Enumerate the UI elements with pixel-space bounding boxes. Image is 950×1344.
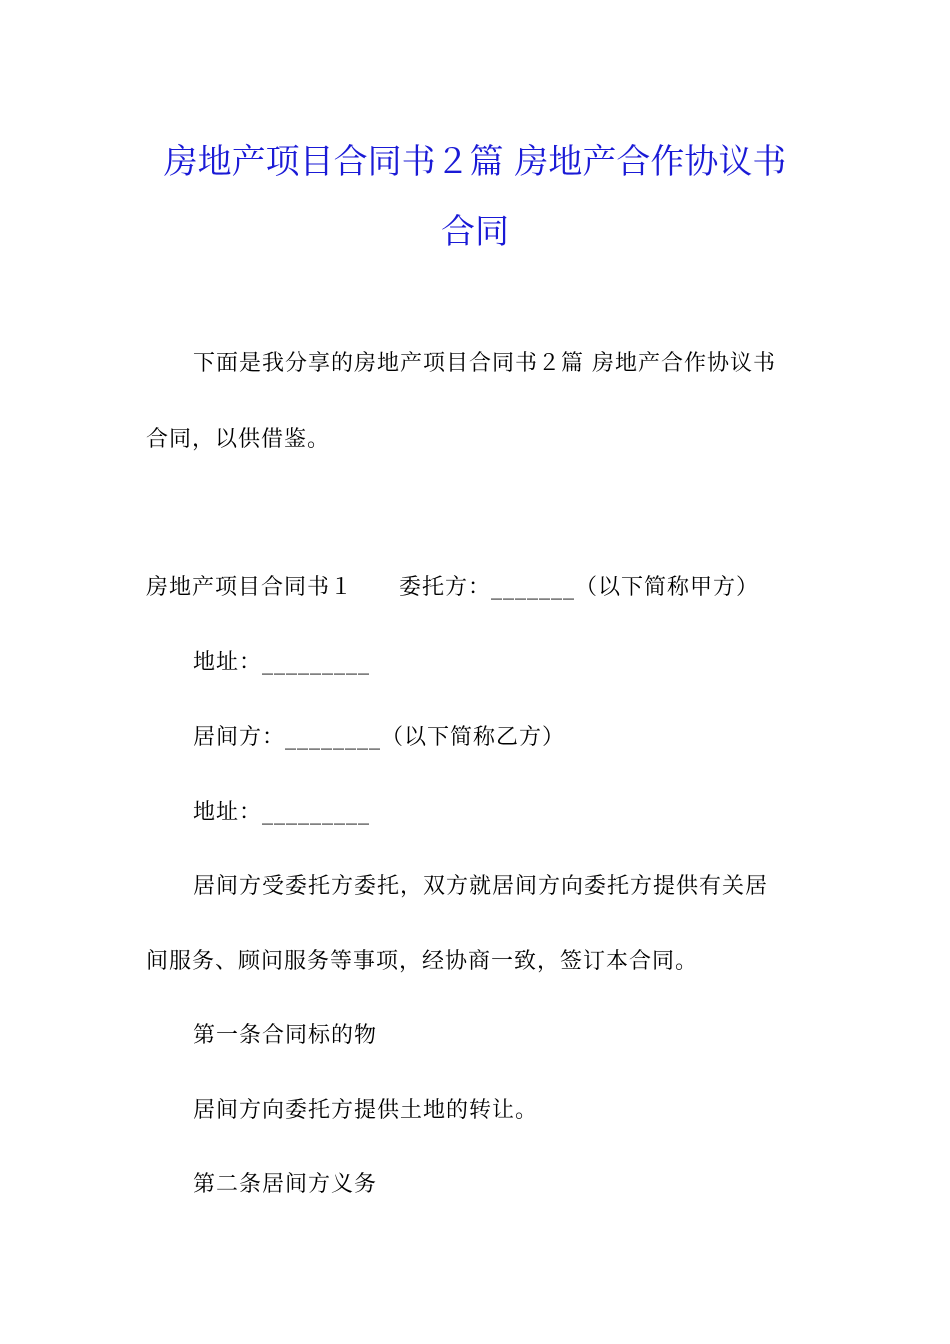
document-title-line-1: 房地产项目合同书２篇 房地产合作协议书: [163, 142, 787, 182]
client-address: 地址：_________: [193, 650, 371, 675]
article-1-title: 第一条合同标的物: [193, 1023, 378, 1048]
document-title-line-2: 合同: [441, 212, 509, 252]
paragraph-1-line-2: 间服务、顾问服务等事项，经协商一致，签订本合同。: [146, 949, 699, 974]
intermediary-party: 居间方：________（以下简称乙方）: [193, 725, 566, 750]
intro-line-1: 下面是我分享的房地产项目合同书２篇 房地产合作协议书: [193, 351, 776, 376]
contract-1-header: 房地产项目合同书１ 委托方：_______（以下简称甲方）: [146, 575, 760, 600]
article-2-title: 第二条居间方义务: [193, 1172, 378, 1197]
intermediary-address: 地址：_________: [193, 800, 371, 825]
intro-line-2: 合同，以供借鉴。: [146, 427, 331, 452]
article-1-body: 居间方向委托方提供土地的转让。: [193, 1098, 539, 1123]
paragraph-1-line-1: 居间方受委托方委托，双方就居间方向委托方提供有关居: [193, 874, 769, 899]
